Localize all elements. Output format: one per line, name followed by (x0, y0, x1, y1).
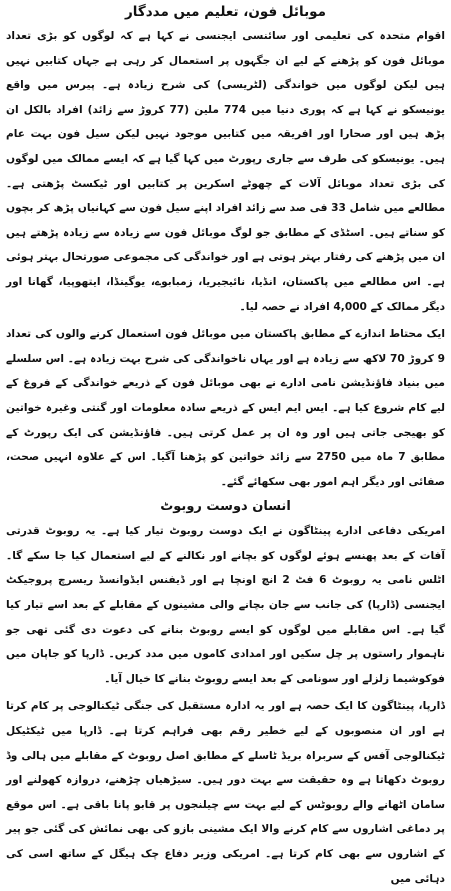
article-mobile-education (6, 2, 445, 494)
article-paragraph: ڈارپا، پینٹاگون کا ایک حصہ ہے اور یہ ادارہ مستقبل کی جنگی ٹیکنالوجی پر کام کرتا ہے اور ان منصوبوں کے لیے خطیر رقم بھی فراہم کرتا ہے۔ ڈارپا میں ٹیکٹیکل ٹیکنالوجی آفس کے سربراہ بریڈ ٹاسلے کے مطابق اصل روبوٹ کے مقابلے میں ہالی وڈ روبوٹ دکھاتا ہے وہ حقیقت سے بہت دور ہیں۔ سیڑھیاں چڑھنے، دروازہ کھولنے اور سامان اٹھانے والے روبوٹس کے لیے بہت سے چیلنجوں پر قابو پانا باقی ہے۔ اس موقع پر دماغی اشاروں سے کام کرنے والا ایک مشینی بازو کی بھی نمائش کی گئی جو پیر کے اشاروں سے بھی کام کرتا ہے۔ امریکی وزیر دفاع چک ہیگل کے ساتھ اسی کی دہائی میں (6, 700, 445, 885)
article-title: موبائل فون، تعلیم میں مددگار (125, 4, 326, 20)
article-paragraph: ایک محتاط اندازے کے مطابق پاکستان میں موبائل فون استعمال کرنے والوں کی تعداد 9 کروڑ 70 لاکھ سے زیادہ ہے اور یہاں ناخواندگی کی شرح بہت زیادہ ہے۔ اس سلسلے میں بنیاد فاؤنڈیشن نامی ادارے نے بھی موبائل فون کے ذریعے خواندگی کے فروغ کے لیے کام شروع کیا ہے۔ ایس ایم ایس کے ذریعے سادہ معلومات اور گنتی وغیرہ خواتین کو بھیجی جاتی ہیں اور وہ ان پر عمل کرتی ہیں۔ فاؤنڈیشن کی ایک رپورٹ کے مطابق 7 ماہ میں 2750 سے زائد خواتین کو پڑھنا آگیا۔ اس کے علاوہ انہیں صحت، صفائی اور دیگر اہم امور بھی سکھائے گئے۔ (6, 328, 446, 488)
article-title: انسان دوست روبوٹ (160, 499, 291, 515)
article-paragraph: اقوام متحدہ کی تعلیمی اور سائنسی ایجنسی نے کہا ہے کہ لوگوں کو بڑی تعداد موبائل فون کو پڑھنے کے لیے ان جگہوں پر استعمال کر رہی ہے جہاں کتابیں نہیں ہیں لیکن لوگوں میں خواندگی (لٹریسی) کی شرح زیادہ ہے۔ پیرس میں واقع یونیسکو نے کہا ہے کہ پوری دنیا میں 774 ملین (77 کروڑ سے زائد) افراد بالکل ان پڑھ ہیں اور صحارا اور افریقہ میں کتابیں موجود نہیں لیکن سیل فون بہت عام ہیں۔ یونیسکو کی طرف سے جاری رپورٹ میں کہا گیا ہے کہ ایسے ممالک میں لوگوں کی بڑی تعداد موبائل آلات کے چھوٹے اسکرین پر کتابیں اور ٹیکسٹ پڑھتی ہے۔ مطالعے میں شامل 33 فی صد سے زائد افراد اپنے سیل فون سے کہانیاں پڑھ کر بچوں کو سناتے ہیں۔ اسٹڈی کے مطابق جو لوگ موبائل فون سے زیادہ سے زیادہ پڑھتے ہیں ان میں پڑھنے کی رفتار بہتر ہوتی ہے اور خواندگی کی مجموعی صورتحال بہتر ہوئی ہے۔ اس مطالعے میں پاکستان، انڈیا، نائیجیریا، زمبابوے، یوگینڈا، ایتھوپیا، گھانا اور دیگر ممالک کے 4,000 افراد نے حصہ لیا۔ (6, 30, 446, 313)
article-friendly-robot (6, 497, 445, 891)
article-paragraph: امریکی دفاعی ادارے پینٹاگون نے ایک دوست روبوٹ تیار کیا ہے۔ یہ روبوٹ قدرتی آفات کے بعد پھنسے ہوئے لوگوں کو بچانے اور نکالنے کے لیے استعمال کیا جا سکے گا۔ اٹلس نامی یہ روبوٹ 6 فٹ 2 انچ اونچا ہے اور ڈیفنس ایڈوانسڈ ریسرچ پروجیکٹ ایجنسی (ڈارپا) کی جانب سے جان بچانے والی مشینوں کے مقابلے کے بعد اسے تیار کیا گیا ہے۔ اس مقابلے میں لوگوں کو ایسے روبوٹ بنانے کی دعوت دی گئی تھی جو ناہموار راستوں پر چل سکیں اور امدادی کاموں میں مدد کریں۔ ڈارپا کو جاپان میں فوکوشیما زلزلے اور سونامی کے بعد ایسے روبوٹ بنانے کا خیال آیا۔ (6, 525, 446, 685)
